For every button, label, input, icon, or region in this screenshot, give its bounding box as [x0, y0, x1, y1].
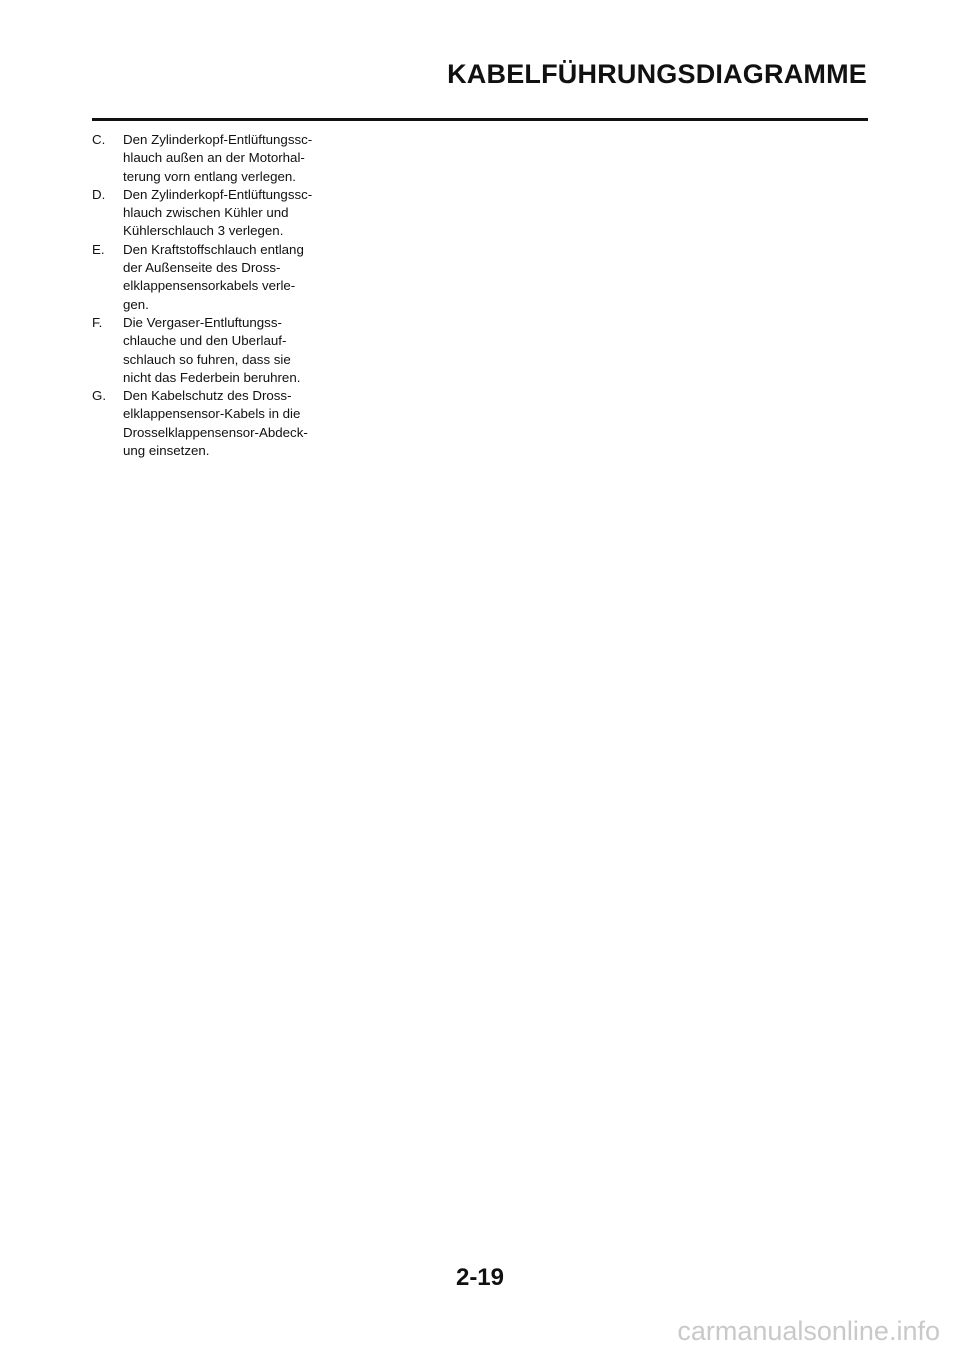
step-letter: F. — [92, 314, 103, 330]
instruction-step-e — [92, 241, 352, 314]
step-line: elklappensensor-Kabels in die — [123, 406, 301, 422]
step-line: ung einsetzen. — [123, 443, 210, 459]
watermark: carmanualsonline.info — [677, 1316, 940, 1346]
step-line: Den Zylinderkopf-Entlüftungssc- — [123, 132, 313, 147]
step-line: nicht das Federbein beruhren. — [123, 369, 301, 385]
step-line: gen. — [123, 296, 149, 312]
step-line: hlauch zwischen Kühler und — [123, 205, 289, 221]
step-letter: D. — [92, 186, 106, 202]
step-letter: G. — [92, 388, 107, 404]
page-title: KABELFÜHRUNGSDIAGRAMME — [447, 59, 867, 89]
instruction-step-f — [92, 314, 352, 387]
step-text — [123, 314, 352, 387]
step-text — [123, 387, 352, 460]
step-line: Den Kabelschutz des Dross- — [123, 388, 292, 404]
step-line: Den Zylinderkopf-Entlüftungssc- — [123, 186, 313, 202]
step-text — [123, 241, 352, 314]
instruction-step-g — [92, 387, 352, 460]
step-line: der Außenseite des Dross- — [123, 260, 281, 276]
step-line: terung vorn entlang verlegen. — [123, 168, 296, 184]
step-text — [123, 186, 352, 241]
step-line: chlauche und den Uberlauf- — [123, 333, 287, 349]
step-line: Kühlerschlauch 3 verlegen. — [123, 223, 284, 239]
instruction-step-d — [92, 186, 352, 241]
page-number: 2-19 — [455, 1264, 505, 1291]
step-letter: C. — [92, 132, 106, 147]
instruction-step-c — [92, 131, 352, 186]
title-rule — [92, 118, 868, 121]
step-line: hlauch außen an der Motorhal- — [123, 150, 305, 166]
step-line: elklappensensorkabels verle- — [123, 278, 296, 294]
step-letter: E. — [92, 241, 105, 257]
step-line: Den Kraftstoffschlauch entlang — [123, 241, 304, 257]
step-text — [123, 131, 352, 186]
instruction-list — [92, 131, 352, 460]
step-line: Die Vergaser-Entluftungss- — [123, 314, 282, 330]
step-line: schlauch so fuhren, dass sie — [123, 351, 291, 367]
step-line: Drosselklappensensor-Abdeck- — [123, 424, 308, 440]
